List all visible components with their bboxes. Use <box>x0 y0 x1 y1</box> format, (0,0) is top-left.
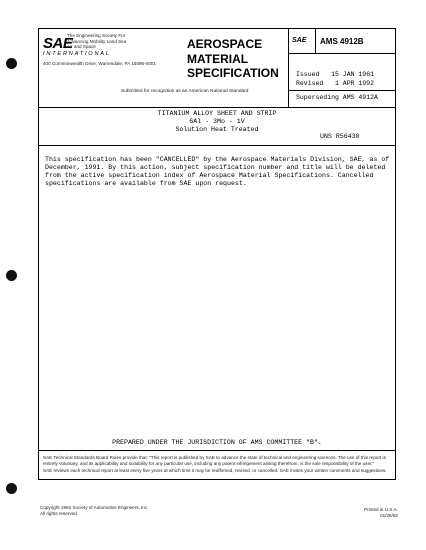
header-divider-vertical <box>288 29 289 107</box>
header-bottom-rule <box>39 107 395 108</box>
printed-in: Printed in U.S.A. <box>364 507 398 512</box>
spec-number: AMS 4912B <box>320 37 364 46</box>
spec-title-line3: Solution Heat Treated <box>175 126 259 133</box>
copyright-block <box>40 505 220 516</box>
sae-mark-divider <box>315 29 316 53</box>
cancellation-paragraph: This specification has been "CANCELLED" by the Aerospace Materials Division, SAE, as of December, 1991. By this action, subject specification number and title will be deleted from the active specification index of Aerospace Material Specifications. Cancelled specifications are available from SAE upon request. <box>45 156 390 187</box>
footer-top-rule <box>39 450 395 451</box>
society-address: 400 Commonwealth Drive, Warrendale, PA 15096-0001 <box>43 61 156 66</box>
review-note: SAE reviews each technical report at least every five years at which time it may be reaffirmed, revised, or cancelled. SAE invites your written comments and suggestions. <box>43 468 387 473</box>
printed-block <box>338 507 398 518</box>
binder-hole-bottom <box>6 483 17 494</box>
spec-title-line2: 6Al - 3Mo - 1V <box>189 118 245 125</box>
binder-hole-middle <box>6 270 17 281</box>
revised-date: Revised 1 APR 1992 <box>296 79 375 87</box>
society-description: The Engineering Society For Advancing Mobility Land Sea Air and Space <box>67 33 127 50</box>
sae-international-label: INTERNATIONAL <box>43 51 111 57</box>
uns-number: UNS R56430 <box>320 133 360 140</box>
spec-title <box>39 110 395 134</box>
spec-number-divider <box>288 53 395 54</box>
copyright-notice: Copyright 1992 Society of Automotive Engineers, Inc. <box>40 505 149 510</box>
binder-hole-top <box>6 58 17 69</box>
superseding-divider <box>288 90 395 91</box>
rights-reserved: All rights reserved. <box>40 510 79 516</box>
submission-notice: Submitted for recognition as an American National Standard <box>121 89 249 94</box>
document-code: 01/26/92 <box>380 512 398 518</box>
issued-date: Issued 15 JAN 1961 <box>296 71 375 78</box>
spec-title-line1: TITANIUM ALLOY SHEET AND STRIP <box>157 110 277 117</box>
sae-logo: SAE <box>43 35 73 52</box>
standards-board-note: SAE Technical Standards Board Rules provide that: "This report is published by SAE to advance the state of technical and engineering sciences. The use of this report is entirely voluntary, and its applicability and suitability for any particular use, including any patent infringement arising therefrom, is the sole responsibility of the user." <box>43 455 386 466</box>
prepared-under-jurisdiction: PREPARED UNDER THE JURISDICTION OF AMS COMMITTEE "B". <box>112 439 322 446</box>
page-title: AEROSPACE MATERIAL SPECIFICATION <box>187 37 279 80</box>
superseding-label: Superseding AMS 4912A <box>296 94 378 101</box>
title-bottom-rule <box>39 145 395 146</box>
document-frame <box>38 28 396 480</box>
sae-mark: SAE <box>292 37 307 44</box>
issue-dates <box>296 71 374 88</box>
